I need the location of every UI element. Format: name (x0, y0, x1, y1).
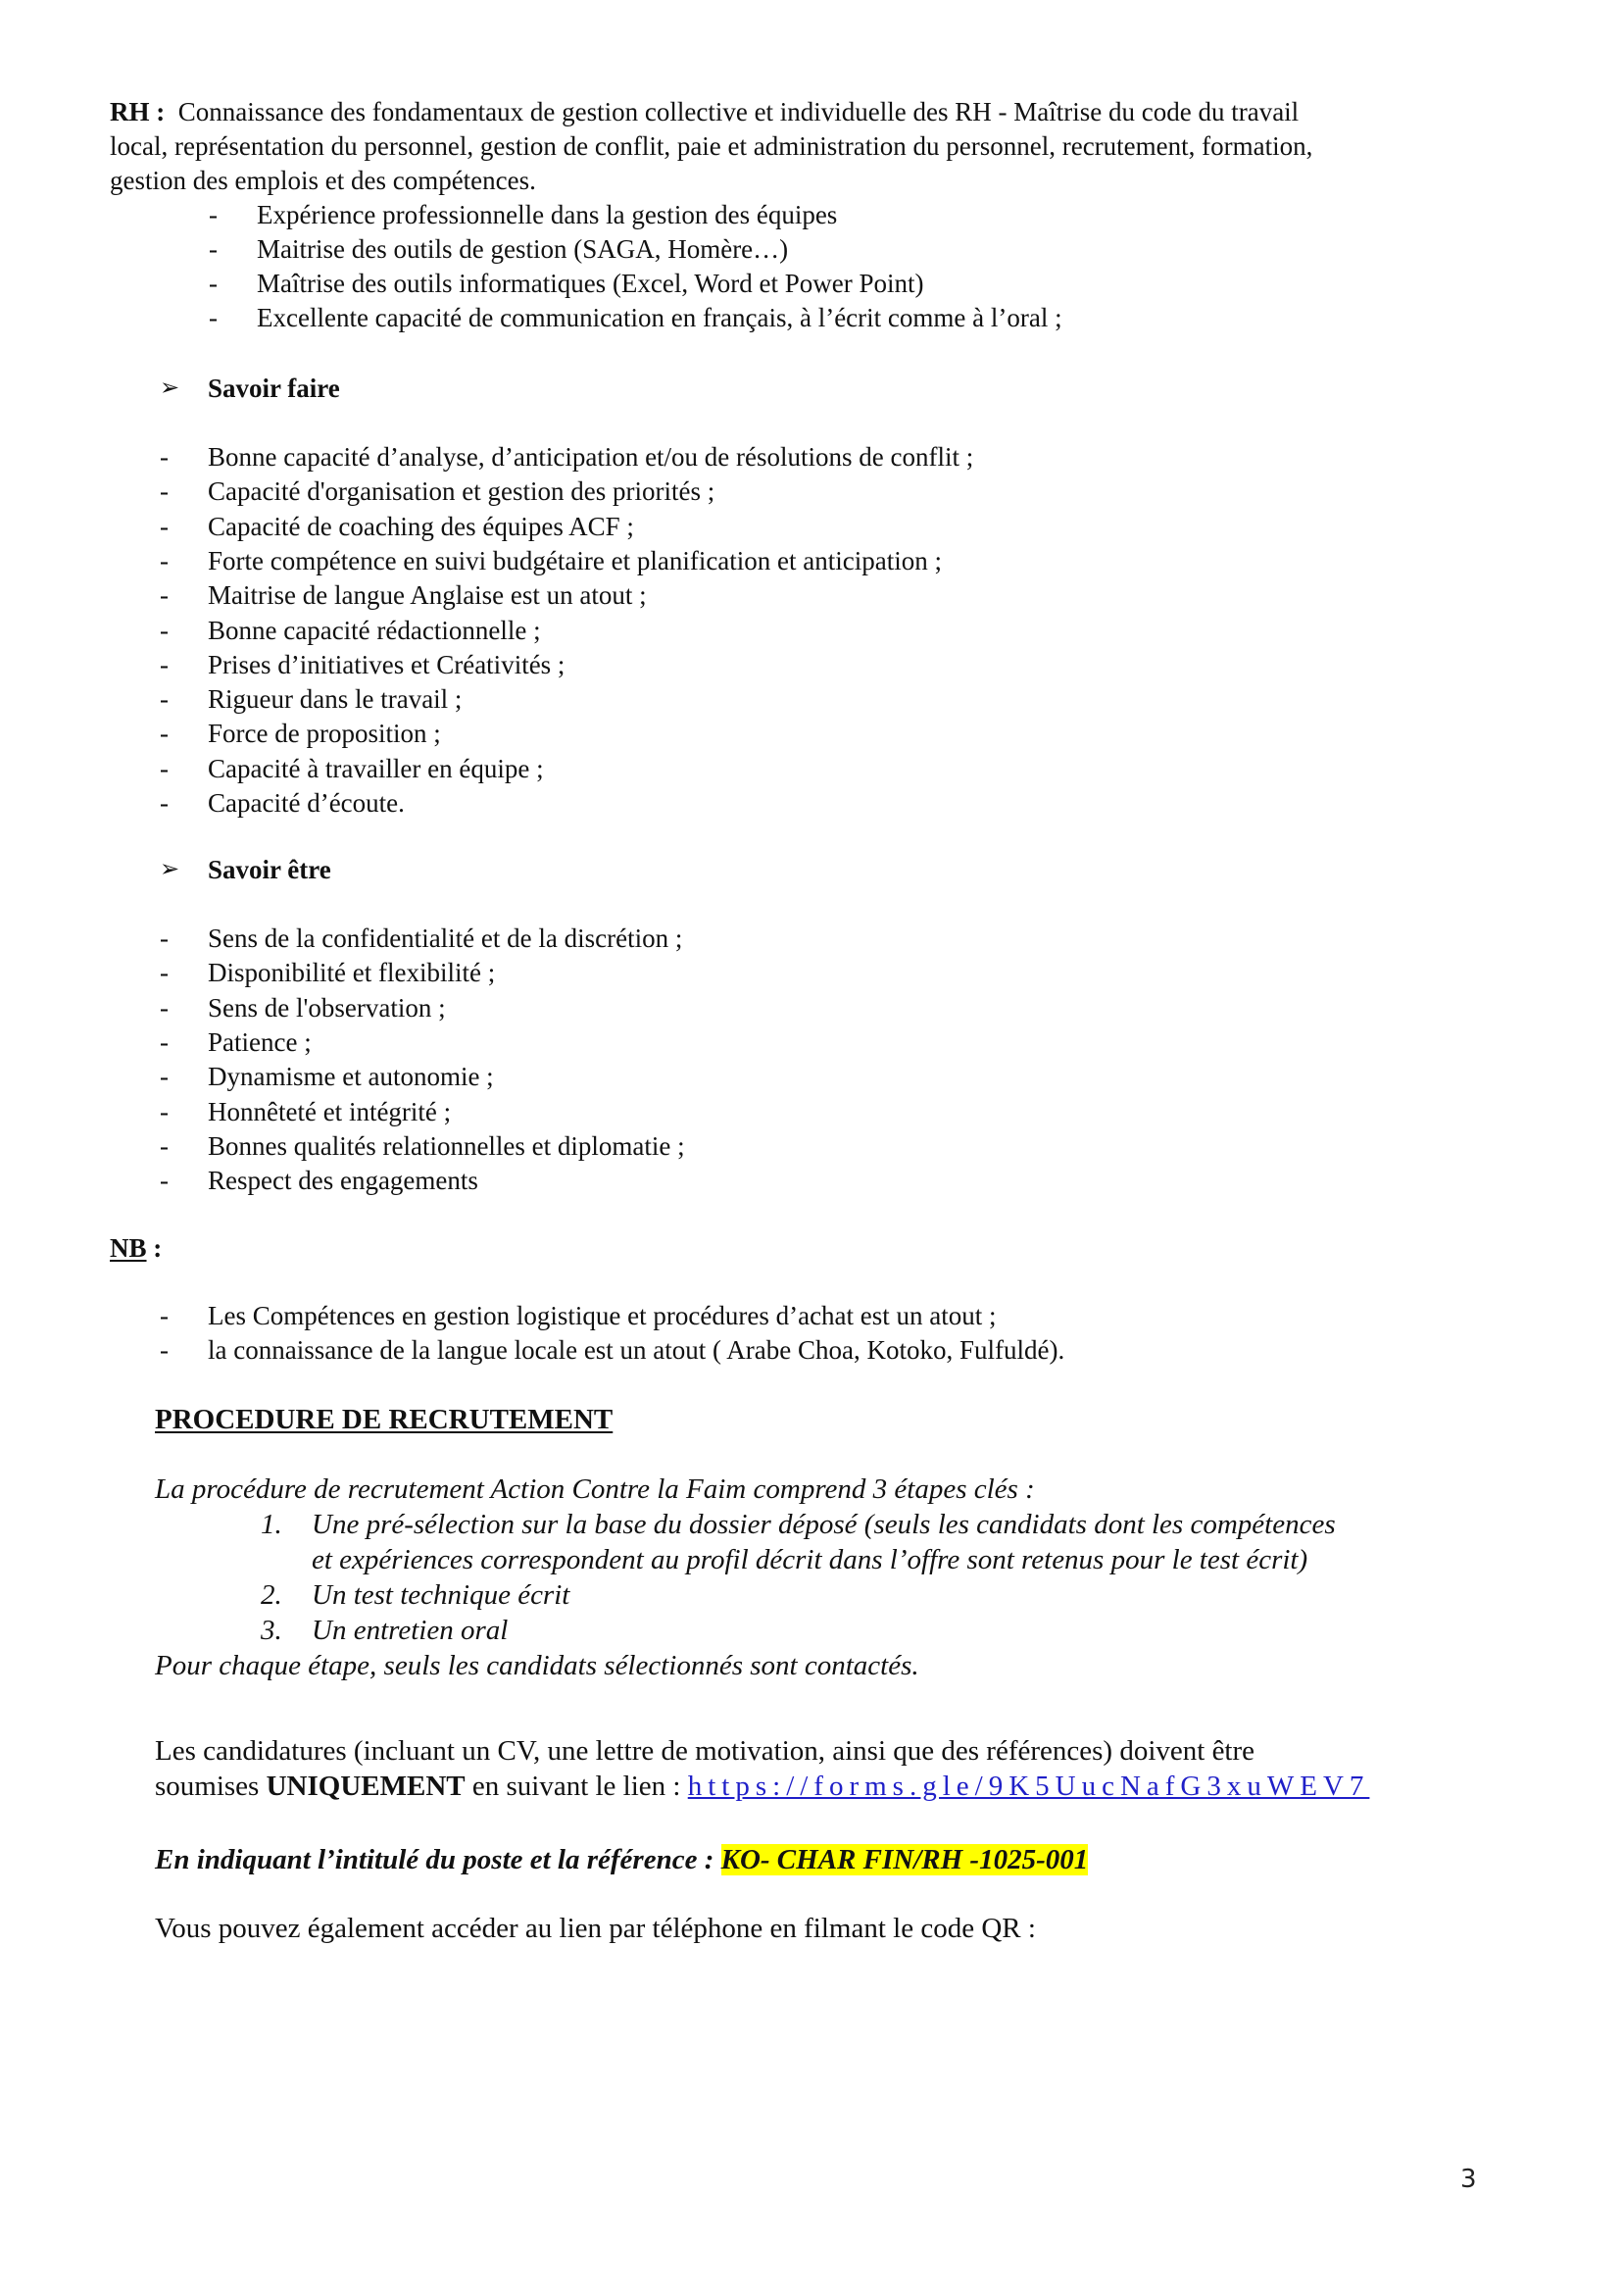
reference-code: KO- CHAR FIN/RH -1025-001 (720, 1844, 1089, 1875)
list-item-text: Prises d’initiatives et Créativités ; (208, 649, 566, 679)
dash-bullet-icon: - (160, 719, 169, 749)
dash-bullet-icon: - (160, 1130, 169, 1161)
list-item-text: Sens de l'observation ; (208, 992, 446, 1023)
rh-line-3: gestion des emplois et des compétences. (110, 166, 536, 195)
application-prefix: soumises (155, 1771, 267, 1802)
dash-bullet-icon: - (209, 269, 218, 298)
list-item-text: Bonnes qualités relationnelles et diplomatie ; (208, 1130, 685, 1161)
dash-bullet-icon: - (209, 234, 218, 264)
list-item-text: Forte compétence en suivi budgétaire et planification et anticipation ; (208, 545, 942, 575)
list-item-text: Honnêteté et intégrité ; (208, 1096, 452, 1126)
rh-line-1 (110, 96, 1299, 127)
dash-bullet-icon: - (160, 1335, 169, 1366)
uniquement-emphasis: UNIQUEMENT (266, 1771, 466, 1802)
rh-line-2: local, représentation du personnel, gestion de conflit, paie et administration du personnel, recrutement, formation, (110, 131, 1313, 161)
dash-bullet-icon: - (160, 1301, 169, 1330)
dash-bullet-icon: - (160, 788, 169, 818)
procedure-heading: PROCEDURE DE RECRUTEMENT (155, 1404, 614, 1435)
application-line-2 (155, 1770, 1369, 1803)
dash-bullet-icon: - (160, 753, 169, 783)
dash-bullet-icon: - (160, 545, 169, 575)
page-number: 3 (1460, 2165, 1477, 2194)
list-item-text: la connaissance de la langue locale est un atout ( Arabe Choa, Kotoko, Fulfuldé). (208, 1335, 1065, 1366)
reference-line (155, 1843, 1088, 1876)
dash-bullet-icon: - (160, 615, 169, 645)
dash-bullet-icon: - (160, 1026, 169, 1057)
dash-bullet-icon: - (160, 1166, 169, 1196)
list-item-text: Respect des engagements (208, 1166, 478, 1196)
nb-label: NB (110, 1233, 147, 1263)
dash-bullet-icon: - (160, 1062, 169, 1092)
dash-bullet-icon: - (160, 649, 169, 679)
dash-bullet-icon: - (209, 200, 218, 229)
step-text: Un test technique écrit (312, 1579, 570, 1611)
application-suffix: en suivant le lien : (465, 1771, 688, 1802)
list-item-text: Maitrise de langue Anglaise est un atout ; (208, 580, 647, 611)
list-item-text: Capacité de coaching des équipes ACF ; (208, 511, 634, 541)
dash-bullet-icon: - (160, 1096, 169, 1126)
list-item-text: Sens de la confidentialité et de la discrétion ; (208, 923, 683, 953)
step-number: 3. (261, 1615, 282, 1646)
list-item-text: Bonne capacité d’analyse, d’anticipation et/ou de résolutions de conflit ; (208, 442, 974, 472)
list-item-text: Excellente capacité de communication en français, à l’écrit comme à l’oral ; (257, 303, 1062, 332)
nb-heading (110, 1232, 162, 1264)
step-text: Un entretien oral (312, 1615, 509, 1646)
reference-prefix: En indiquant l’intitulé du poste et la référence : (155, 1844, 721, 1875)
list-item-text: Les Compétences en gestion logistique et procédures d’achat est un atout ; (208, 1301, 997, 1330)
list-item-text: Capacité à travailler en équipe ; (208, 753, 544, 783)
application-line-1: Les candidatures (incluant un CV, une lettre de motivation, ainsi que des références) doivent être (155, 1735, 1255, 1767)
dash-bullet-icon: - (160, 442, 169, 472)
list-item-text: Force de proposition ; (208, 719, 441, 749)
nb-colon: : (146, 1233, 163, 1263)
application-form-link[interactable]: https://forms.gle/9K5UucNafG3xuWEV7 (687, 1771, 1370, 1802)
dash-bullet-icon: - (160, 923, 169, 953)
qr-note: Vous pouvez également accéder au lien par téléphone en filmant le code QR : (155, 1913, 1036, 1944)
list-item-text: Maitrise des outils de gestion (SAGA, Homère…) (257, 234, 789, 264)
step-number: 2. (261, 1579, 282, 1611)
list-item-text: Capacité d’écoute. (208, 788, 405, 818)
list-item-text: Patience ; (208, 1026, 312, 1057)
list-item-text: Maîtrise des outils informatiques (Excel, Word et Power Point) (257, 269, 924, 298)
list-item-text: Disponibilité et flexibilité ; (208, 958, 496, 988)
procedure-intro: La procédure de recrutement Action Contre la Faim comprend 3 étapes clés : (155, 1473, 1035, 1505)
list-item-text: Bonne capacité rédactionnelle ; (208, 615, 541, 645)
rh-text-1: Connaissance des fondamentaux de gestion collective et individuelle des RH - Maîtrise du code du travail (177, 97, 1300, 126)
rh-label: RH : (110, 97, 166, 126)
list-item-text: Capacité d'organisation et gestion des priorités ; (208, 476, 715, 507)
section-heading-savoir-faire: Savoir faire (208, 374, 340, 403)
dash-bullet-icon: - (160, 511, 169, 541)
step-number: 1. (261, 1509, 282, 1540)
dash-bullet-icon: - (160, 580, 169, 611)
dash-bullet-icon: - (160, 684, 169, 715)
step-text: et expériences correspondent au profil décrit dans l’offre sont retenus pour le test écrit) (312, 1544, 1308, 1575)
section-heading-savoir-etre: Savoir être (208, 855, 331, 884)
dash-bullet-icon: - (160, 992, 169, 1023)
procedure-outro: Pour chaque étape, seuls les candidats sélectionnés sont contactés. (155, 1650, 919, 1681)
list-item-text: Rigueur dans le travail ; (208, 684, 463, 715)
list-item-text: Dynamisme et autonomie ; (208, 1062, 494, 1092)
arrow-bullet-icon: ➢ (160, 857, 180, 882)
list-item-text: Expérience professionnelle dans la gestion des équipes (257, 200, 838, 229)
step-text: Une pré-sélection sur la base du dossier déposé (seuls les candidats dont les compétences (312, 1509, 1336, 1540)
arrow-bullet-icon: ➢ (160, 375, 180, 401)
dash-bullet-icon: - (160, 958, 169, 988)
dash-bullet-icon: - (160, 476, 169, 507)
dash-bullet-icon: - (209, 303, 218, 332)
